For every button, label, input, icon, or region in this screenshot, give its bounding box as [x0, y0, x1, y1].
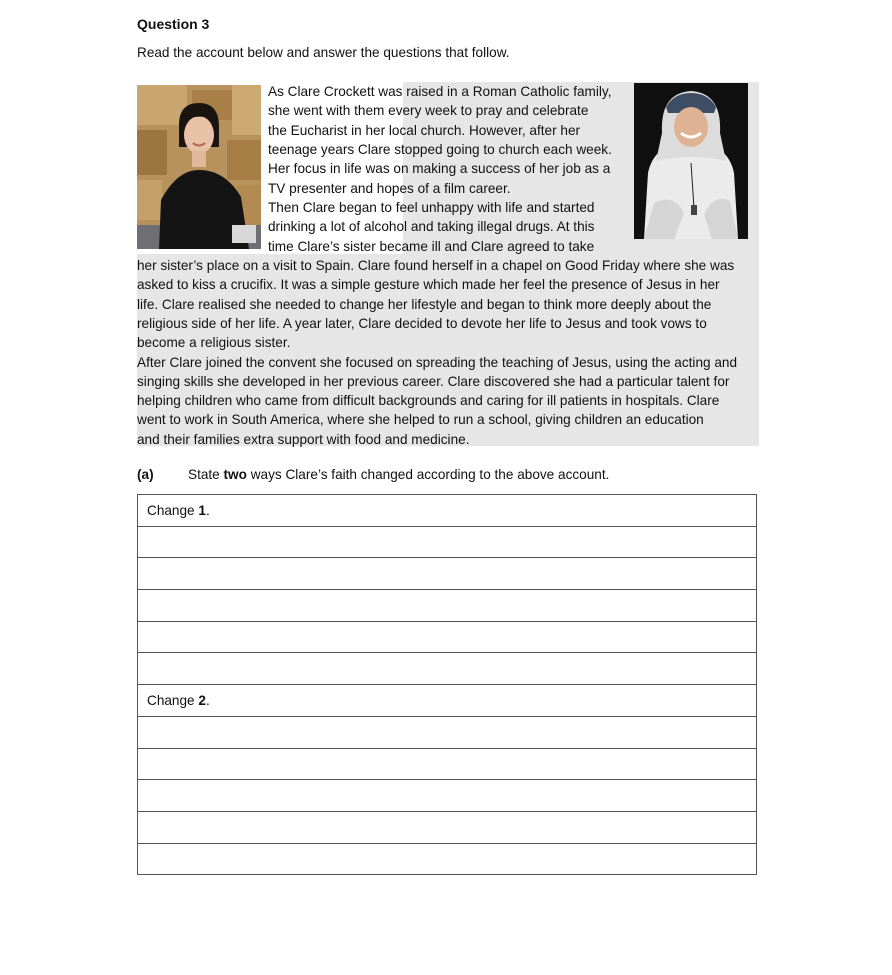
- passage-line: time Clare’s sister became ill and Clare agreed to take: [268, 238, 595, 254]
- passage-line: she went with them every week to pray and celebrate: [268, 103, 589, 119]
- passage-line: As Clare Crockett was raised in a Roman Catholic family,: [268, 84, 612, 99]
- part-a-prompt: State two ways Clare’s faith changed according to the above account.: [188, 467, 610, 482]
- passage-line: religious side of her life. A year later, Clare decided to devote her life to Jesus and took vows to: [137, 315, 707, 331]
- passage-line: singing skills she developed in her previous career. Clare discovered she had a particular talent for: [137, 373, 730, 389]
- passage-line: Then Clare began to feel unhappy with life and started: [268, 200, 595, 215]
- answer-line[interactable]: [138, 621, 757, 653]
- passage-line: went to work in South America, where she helped to run a school, giving children an education: [137, 412, 704, 428]
- passage-line: life. Clare realised she needed to change her lifestyle and began to think more deeply about the: [137, 296, 712, 312]
- answer-line[interactable]: [138, 748, 757, 780]
- passage-line: asked to kiss a crucifix. It was a simple gesture which made her feel the presence of Jesus in her: [137, 277, 720, 293]
- answer-line[interactable]: [138, 843, 757, 875]
- answer-box: [137, 494, 757, 875]
- passage-line: helping children who came from difficult backgrounds and caring for ill patients in hospitals. Clare: [137, 393, 720, 409]
- passage-line: drinking a lot of alcohol and taking illegal drugs. At this: [268, 219, 595, 235]
- passage-line: Her focus in life was on making a success of her job as a: [268, 161, 611, 177]
- answer-line[interactable]: [138, 716, 757, 748]
- part-a-label: (a): [137, 467, 154, 482]
- passage-line: the Eucharist in her local church. However, after her: [268, 122, 581, 138]
- passage-line: become a religious sister.: [137, 335, 291, 351]
- passage-line: her sister’s place on a visit to Spain. Clare found herself in a chapel on Good Friday where she was: [137, 257, 735, 273]
- passage-line: teenage years Clare stopped going to church each week.: [268, 141, 612, 157]
- answer-line[interactable]: [138, 811, 757, 843]
- clare-before-photo: [137, 85, 261, 249]
- passage-line: TV presenter and hopes of a film career.: [268, 180, 511, 196]
- passage-line: After Clare joined the convent she focused on spreading the teaching of Jesus, using the acting and: [137, 354, 738, 370]
- change-1-label: Change 1.: [138, 495, 757, 527]
- answer-line[interactable]: [138, 558, 757, 590]
- answer-line[interactable]: [138, 526, 757, 558]
- question-title: Question 3: [137, 16, 210, 32]
- answer-line[interactable]: [138, 653, 757, 685]
- clare-nun-photo: [634, 83, 748, 239]
- instruction-text: Read the account below and answer the questions that follow.: [137, 45, 510, 60]
- passage-line: and their families extra support with food and medicine.: [137, 431, 470, 447]
- change-2-label: Change 2.: [138, 685, 757, 717]
- answer-line[interactable]: [138, 780, 757, 812]
- account-passage: [137, 82, 759, 446]
- answer-line[interactable]: [138, 590, 757, 622]
